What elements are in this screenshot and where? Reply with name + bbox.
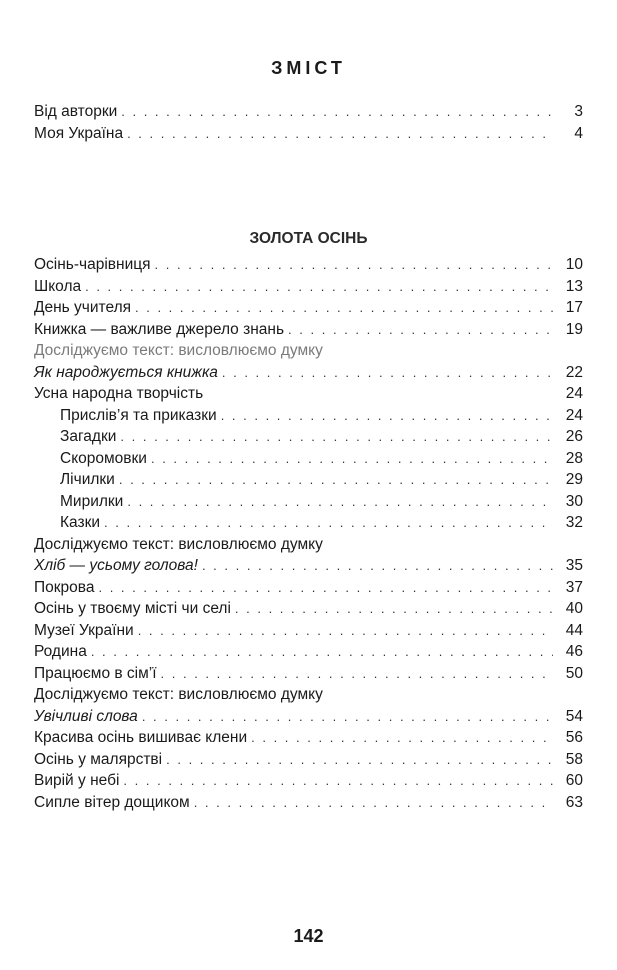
toc-entry-title: Як народжується книжка bbox=[34, 363, 218, 381]
toc-entry-title: Від авторки bbox=[34, 103, 118, 120]
toc-entry-title: Осінь-чарівниця bbox=[34, 256, 151, 273]
toc-entry-page: 29 bbox=[565, 471, 583, 488]
toc-entry-page: 35 bbox=[565, 557, 583, 574]
toc-entry-page: 22 bbox=[565, 363, 583, 381]
dot-leader bbox=[288, 319, 553, 341]
dot-leader bbox=[221, 405, 553, 427]
toc-entry-page: 26 bbox=[565, 428, 583, 445]
toc-entry bbox=[34, 512, 583, 534]
page-title: ЗМІСТ bbox=[271, 58, 346, 78]
toc-entry-title: Увічливі слова bbox=[34, 707, 138, 725]
toc-entry-title: Скоромовки bbox=[60, 449, 147, 467]
dot-leader bbox=[166, 749, 553, 771]
toc-entry-title: Моя Україна bbox=[34, 124, 124, 142]
toc-entry bbox=[34, 254, 583, 276]
toc-entry bbox=[34, 469, 583, 491]
toc-entry-title: Казки bbox=[60, 514, 101, 531]
toc-entry bbox=[34, 491, 583, 513]
toc-entry-page: 40 bbox=[565, 600, 583, 617]
dot-leader bbox=[235, 598, 553, 620]
toc-entry-page: 10 bbox=[565, 256, 583, 273]
toc-entry-page: 24 bbox=[565, 406, 583, 424]
toc-entry bbox=[34, 792, 583, 814]
toc-entry-title: Покрова bbox=[34, 578, 95, 596]
toc-entry-page: 4 bbox=[574, 124, 583, 142]
toc-entry bbox=[34, 426, 583, 448]
dot-leader bbox=[120, 426, 553, 448]
dot-leader bbox=[119, 469, 553, 491]
toc-subheading-text: Досліджуємо текст: висловлюємо думку bbox=[34, 535, 323, 553]
intro-toc bbox=[34, 101, 583, 144]
toc-entry-page: 37 bbox=[565, 578, 583, 596]
toc-entry-title: Книжка — важливе джерело знань bbox=[34, 320, 285, 338]
page-number: 142 bbox=[293, 926, 324, 946]
dot-leader bbox=[138, 620, 553, 642]
toc-entry-title: Хліб — усьому голова! bbox=[34, 557, 198, 574]
toc-entry bbox=[34, 383, 583, 405]
dot-leader bbox=[142, 706, 553, 728]
toc-entry bbox=[34, 101, 583, 123]
toc-entry bbox=[34, 362, 583, 384]
toc-entry bbox=[34, 123, 583, 145]
toc-entry-page: 30 bbox=[565, 492, 583, 510]
toc-entry-title: Прислів’я та приказки bbox=[60, 406, 217, 424]
toc-entry-page: 17 bbox=[565, 299, 583, 316]
toc-entry bbox=[34, 749, 583, 771]
toc-entry-page: 28 bbox=[565, 449, 583, 467]
toc-entry-title: Вирій у небі bbox=[34, 772, 120, 789]
toc-entry-title: Осінь у твоєму місті чи селі bbox=[34, 600, 231, 617]
toc-entry bbox=[34, 319, 583, 341]
toc-entry bbox=[34, 555, 583, 577]
dot-leader bbox=[98, 577, 553, 599]
toc-entry-title: Працюємо в сім’ї bbox=[34, 664, 157, 682]
dot-leader bbox=[85, 276, 553, 298]
toc-entry-title: Красива осінь вишиває клени bbox=[34, 729, 248, 746]
toc-entry bbox=[34, 405, 583, 427]
dot-leader bbox=[151, 448, 553, 470]
toc-entry-page: 58 bbox=[565, 750, 583, 768]
toc-entry-title: Осінь у малярстві bbox=[34, 750, 163, 768]
dot-leader bbox=[123, 770, 553, 792]
dot-leader bbox=[194, 792, 553, 814]
toc-entry bbox=[34, 577, 583, 599]
section-title: ЗОЛОТА ОСІНЬ bbox=[249, 230, 368, 247]
dot-leader bbox=[121, 101, 553, 123]
toc-subheading-text: Досліджуємо текст: висловлюємо думку bbox=[34, 686, 323, 703]
toc-entry-page: 56 bbox=[565, 729, 583, 746]
toc-subheading-text: Досліджуємо текст: висловлюємо думку bbox=[34, 342, 323, 359]
toc-entry-title: Усна народна творчість bbox=[34, 385, 204, 402]
toc-entry-title: Родина bbox=[34, 643, 87, 660]
toc-entry bbox=[34, 620, 583, 642]
toc-entry-title: Мирилки bbox=[60, 492, 124, 510]
toc-subheading bbox=[34, 340, 583, 362]
toc-entry-page: 60 bbox=[565, 772, 583, 789]
toc-entry bbox=[34, 663, 583, 685]
section-toc bbox=[34, 254, 583, 813]
toc-entry bbox=[34, 727, 583, 749]
toc-entry-page: 32 bbox=[565, 514, 583, 531]
toc-entry-page: 54 bbox=[565, 707, 583, 725]
toc-entry-page: 13 bbox=[565, 277, 583, 295]
toc-entry bbox=[34, 276, 583, 298]
toc-entry-title: День учителя bbox=[34, 299, 132, 316]
toc-entry-page: 44 bbox=[565, 621, 583, 639]
toc-entry-title: Загадки bbox=[60, 428, 117, 445]
toc-entry-title: Лічилки bbox=[60, 471, 115, 488]
toc-entry-page: 50 bbox=[565, 664, 583, 682]
toc-subheading bbox=[34, 534, 583, 556]
toc-subheading bbox=[34, 684, 583, 706]
dot-leader bbox=[127, 491, 553, 513]
toc-entry-page: 3 bbox=[574, 103, 583, 120]
dot-leader bbox=[155, 254, 553, 276]
toc-entry bbox=[34, 770, 583, 792]
toc-entry-title: Музеї України bbox=[34, 621, 134, 639]
toc-entry bbox=[34, 641, 583, 663]
dot-leader bbox=[161, 663, 553, 685]
toc-entry-page: 63 bbox=[565, 793, 583, 811]
dot-leader bbox=[202, 555, 553, 577]
dot-leader bbox=[135, 297, 553, 319]
toc-entry bbox=[34, 706, 583, 728]
dot-leader bbox=[222, 362, 553, 384]
toc-entry-page: 19 bbox=[565, 320, 583, 338]
toc-entry bbox=[34, 448, 583, 470]
toc-entry-title: Школа bbox=[34, 277, 82, 295]
dot-leader bbox=[127, 123, 553, 145]
dot-leader bbox=[104, 512, 553, 534]
dot-leader bbox=[91, 641, 553, 663]
toc-entry bbox=[34, 297, 583, 319]
toc-entry-title: Сипле вітер дощиком bbox=[34, 793, 190, 811]
toc-entry-page: 46 bbox=[565, 643, 583, 660]
toc-entry-page: 24 bbox=[565, 385, 583, 402]
toc-entry bbox=[34, 598, 583, 620]
dot-leader bbox=[251, 727, 553, 749]
